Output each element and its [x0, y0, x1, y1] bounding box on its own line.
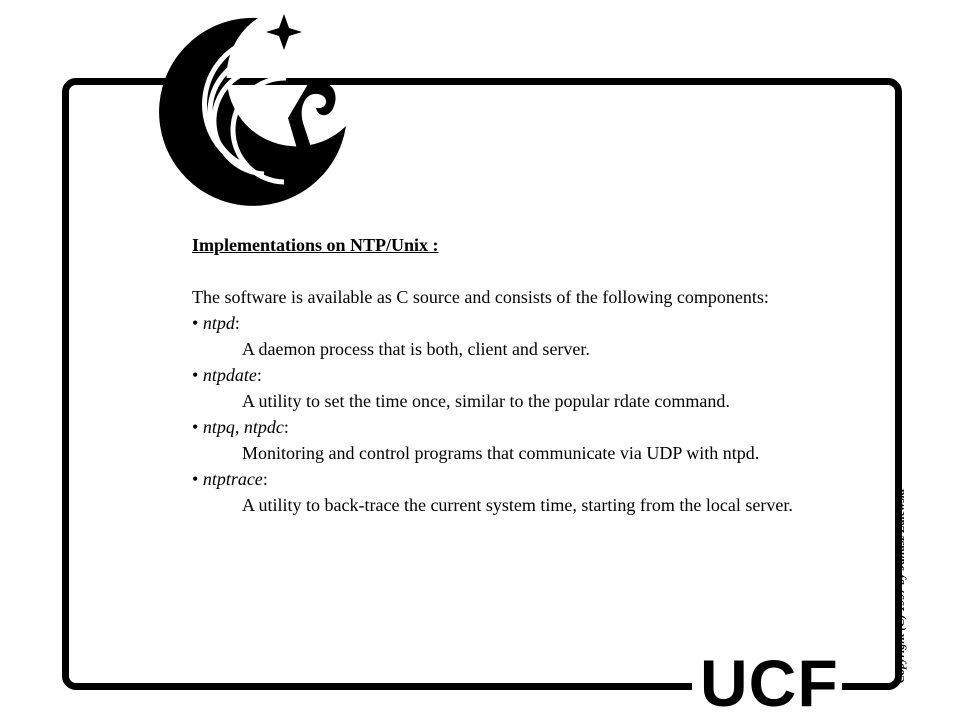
item-description: A daemon process that is both, client and server.: [242, 339, 590, 359]
list-item: • ntptrace:: [192, 469, 268, 489]
list-item: • ntpd:: [192, 313, 240, 333]
intro-text: The software is available as C source and consists of the following components:: [192, 287, 769, 307]
list-item: • ntpq, ntpdc:: [192, 417, 289, 437]
copyright-notice: Copyright (C) 1997 by Janusz Zalewski: [893, 488, 907, 683]
pegasus-logo: [158, 6, 368, 206]
item-description: A utility to set the time once, similar to the popular rdate command.: [242, 391, 730, 411]
item-name: ntpdate: [202, 365, 257, 385]
item-name: ntptrace: [202, 469, 263, 489]
item-description: Monitoring and control programs that communicate via UDP with ntpd.: [242, 443, 760, 463]
item-name: ntpd: [202, 313, 235, 333]
item-description: A utility to back-trace the current system time, starting from the local server.: [242, 495, 793, 515]
slide-heading: Implementations on NTP/Unix :: [192, 235, 439, 255]
list-item: • ntpdate:: [192, 365, 262, 385]
item-name: ntpq, ntpdc: [202, 417, 284, 437]
ucf-wordmark: UCF: [700, 646, 839, 720]
slide-content: [192, 232, 852, 518]
